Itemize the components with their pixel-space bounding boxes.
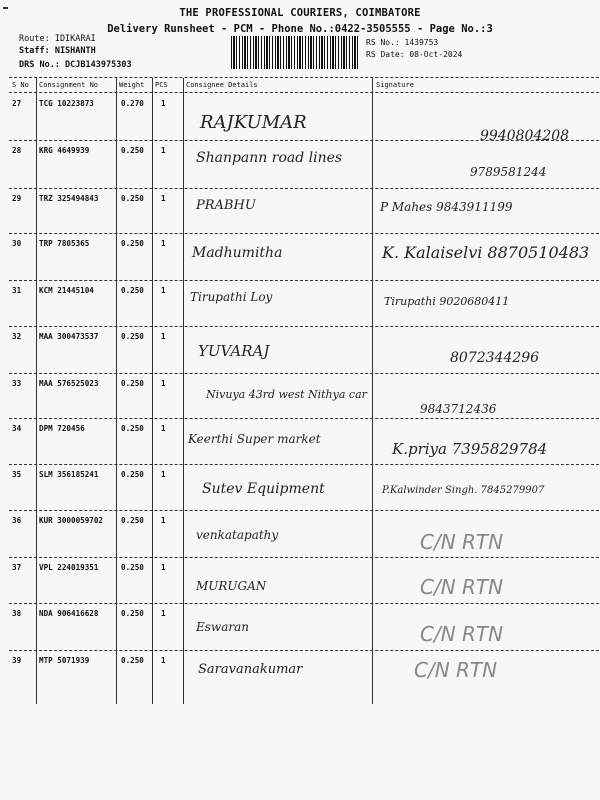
row-signature-handwritten: Tirupathi 9020680411 — [384, 295, 510, 308]
row-signature-handwritten: 9843712436 — [420, 402, 497, 416]
barcode — [231, 36, 359, 69]
row-weight: 0.270 — [121, 99, 144, 108]
row-sno: 35 — [12, 470, 22, 479]
row-weight: 0.250 — [121, 470, 144, 479]
row-pcs: 1 — [161, 516, 166, 525]
row-return-note: C/N RTN — [420, 530, 504, 554]
row-divider — [9, 280, 599, 281]
row-consignee-handwritten: Madhumitha — [192, 245, 283, 261]
row-pcs: 1 — [161, 332, 166, 341]
header-divider-bottom — [9, 92, 599, 93]
row-divider — [9, 140, 599, 141]
row-sno: 31 — [12, 286, 22, 295]
column-header-pcs: PCS — [155, 81, 168, 89]
row-consignee-handwritten: Tirupathi Loy — [190, 290, 273, 304]
row-pcs: 1 — [161, 286, 166, 295]
row-sno: 28 — [12, 146, 22, 155]
row-divider — [9, 233, 599, 234]
row-divider — [9, 603, 599, 604]
company-title: THE PROFESSIONAL COURIERS, COIMBATORE — [179, 7, 421, 19]
row-consignment-no: MTP 5071939 — [39, 656, 90, 665]
column-divider — [372, 78, 373, 704]
column-divider — [183, 78, 184, 704]
row-sno: 37 — [12, 563, 22, 572]
row-pcs: 1 — [161, 609, 166, 618]
row-consignee-handwritten: Keerthi Super market — [188, 432, 321, 446]
row-return-note: C/N RTN — [420, 622, 504, 646]
row-pcs: 1 — [161, 194, 166, 203]
column-divider — [116, 78, 117, 704]
row-consignee-handwritten: Saravanakumar — [198, 662, 303, 677]
row-weight: 0.250 — [121, 379, 144, 388]
column-divider — [36, 78, 37, 704]
row-pcs: 1 — [161, 379, 166, 388]
row-weight: 0.250 — [121, 194, 144, 203]
row-sno: 30 — [12, 239, 22, 248]
row-consignee-handwritten: Shanpann road lines — [196, 150, 343, 166]
row-consignment-no: KUR 3000059702 — [39, 516, 104, 525]
row-divider — [9, 188, 599, 189]
row-signature-handwritten: K. Kalaiselvi 8870510483 — [382, 243, 590, 262]
row-sno: 33 — [12, 379, 22, 388]
row-weight: 0.250 — [121, 239, 144, 248]
row-divider — [9, 650, 599, 651]
row-sno: 36 — [12, 516, 22, 525]
row-consignment-no: TRZ 325494843 — [39, 194, 99, 203]
row-return-note: C/N RTN — [414, 658, 498, 682]
column-header-sno: S No — [12, 81, 29, 89]
rs-date: RS Date: 08-Oct-2024 — [366, 50, 463, 59]
row-sno: 38 — [12, 609, 22, 618]
row-sno: 34 — [12, 424, 22, 433]
rs-number: RS No.: 1439753 — [366, 38, 439, 47]
row-sno: 39 — [12, 656, 22, 665]
row-divider — [9, 510, 599, 511]
row-return-note: C/N RTN — [420, 575, 504, 599]
row-consignment-no: KCM 21445104 — [39, 286, 94, 295]
column-header-weight: Weight — [119, 81, 145, 89]
row-pcs: 1 — [161, 239, 166, 248]
row-consignment-no: MAA 300473537 — [39, 332, 99, 341]
row-divider — [9, 418, 599, 419]
row-consignment-no: SLM 356185241 — [39, 470, 99, 479]
row-signature-handwritten: P Mahes 9843911199 — [380, 200, 513, 214]
row-consignee-handwritten: PRABHU — [196, 198, 256, 213]
row-consignment-no: NDA 906416628 — [39, 609, 99, 618]
row-weight: 0.250 — [121, 146, 144, 155]
row-pcs: 1 — [161, 99, 166, 108]
row-weight: 0.250 — [121, 563, 144, 572]
row-signature-handwritten: P.Kalwinder Singh. 7845279907 — [382, 485, 545, 496]
row-consignee-handwritten: Sutev Equipment — [202, 481, 325, 497]
row-divider — [9, 464, 599, 465]
row-weight: 0.250 — [121, 656, 144, 665]
row-pcs: 1 — [161, 470, 166, 479]
row-divider — [9, 557, 599, 558]
row-sno: 27 — [12, 99, 22, 108]
row-consignment-no: TRP 7805365 — [39, 239, 90, 248]
column-header-consignee: Consignee Details — [186, 81, 258, 89]
row-consignment-no: TCG 10223873 — [39, 99, 94, 108]
row-pcs: 1 — [161, 424, 166, 433]
staff-label: Staff: NISHANTH — [19, 46, 96, 56]
row-consignment-no: DPM 720456 — [39, 424, 85, 433]
row-sno: 32 — [12, 332, 22, 341]
row-weight: 0.250 — [121, 516, 144, 525]
row-pcs: 1 — [161, 656, 166, 665]
row-signature-handwritten: 9789581244 — [470, 165, 547, 179]
row-weight: 0.250 — [121, 609, 144, 618]
row-pcs: 1 — [161, 146, 166, 155]
row-consignment-no: MAA 576525023 — [39, 379, 99, 388]
row-divider — [9, 326, 599, 327]
row-sno: 29 — [12, 194, 22, 203]
row-weight: 0.250 — [121, 286, 144, 295]
route-label: Route: IDIKARAI — [19, 34, 96, 44]
row-consignee-handwritten: venkatapathy — [196, 528, 279, 542]
row-signature-handwritten: 9940804208 — [480, 128, 570, 144]
row-consignee-handwritten: Eswaran — [196, 620, 249, 634]
row-consignee-handwritten: MURUGAN — [196, 579, 267, 593]
row-pcs: 1 — [161, 563, 166, 572]
runsheet-subtitle: Delivery Runsheet - PCM - Phone No.:0422-3505555 - Page No.:3 — [107, 23, 493, 35]
row-consignment-no: KRG 4649939 — [39, 146, 90, 155]
column-header-signature: Signature — [376, 81, 414, 89]
row-consignee-handwritten: Nivuya 43rd west Nithya car — [206, 388, 367, 401]
row-consignment-no: VPL 224019351 — [39, 563, 99, 572]
row-divider — [9, 373, 599, 374]
column-divider — [152, 78, 153, 704]
row-consignee-handwritten: YUVARAJ — [198, 342, 270, 360]
row-weight: 0.250 — [121, 424, 144, 433]
row-consignee-handwritten: RAJKUMAR — [200, 112, 307, 133]
column-header-consignment: Consignment No — [39, 81, 99, 89]
row-weight: 0.250 — [121, 332, 144, 341]
row-signature-handwritten: 8072344296 — [450, 350, 540, 366]
header-divider-top — [9, 77, 599, 78]
drs-number: DRS No.: DCJB143975303 — [19, 60, 132, 70]
row-signature-handwritten: K.priya 7395829784 — [392, 440, 548, 458]
